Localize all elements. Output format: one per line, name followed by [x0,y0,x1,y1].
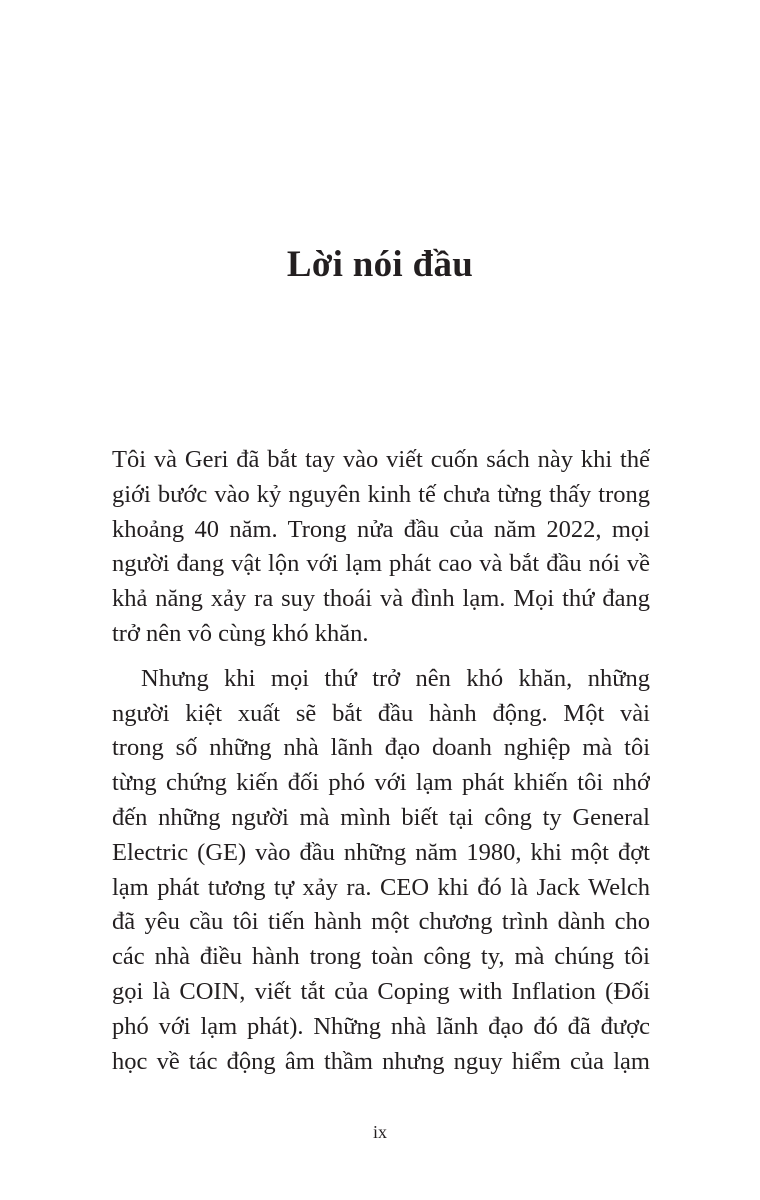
page-number: ix [372,1122,387,1142]
paragraph-2 [112,662,650,1080]
text-line: từng chứng kiến đối phó với lạm phát khiến tôi nhớ [112,769,650,797]
text-line: đến những người mà mình biết tại công ty General [112,803,650,831]
text-line: đã yêu cầu tôi tiến hành một chương trình dành cho [112,908,650,936]
text-line: Electric (GE) vào đầu những năm 1980, khi một đợt [112,838,650,866]
text-line: trở nên vô cùng khó khăn. [112,619,369,647]
text-line: người đang vật lộn với lạm phát cao và bắt đầu nói về [112,550,650,578]
chapter-heading: Lời nói đầu [286,244,474,285]
text-line: giới bước vào kỷ nguyên kinh tế chưa từng thấy trong [112,480,650,508]
text-line: học về tác động âm thầm nhưng nguy hiểm của lạm [112,1047,650,1075]
text-line: Tôi và Geri đã bắt tay vào viết cuốn sách này khi thế [112,446,650,473]
text-line: người kiệt xuất sẽ bắt đầu hành động. Một vài [112,699,650,727]
text-line: các nhà điều hành trong toàn công ty, mà chúng tôi [112,943,650,971]
text-line: khoảng 40 năm. Trong nửa đầu của năm 2022, mọi [112,515,650,543]
text-line: khả năng xảy ra suy thoái và đình lạm. Mọi thứ đang [112,585,650,613]
text-line: trong số những nhà lãnh đạo doanh nghiệp mà tôi [112,734,650,762]
body-text [112,443,650,1079]
text-line: gọi là COIN, viết tắt của Coping with Inflation (Đối [112,977,650,1005]
text-line: lạm phát tương tự xảy ra. CEO khi đó là Jack Welch [112,873,650,901]
paragraph-1 [112,443,650,652]
text-line: Nhưng khi mọi thứ trở nên khó khăn, những [141,664,650,692]
text-line: phó với lạm phát). Những nhà lãnh đạo đó đã được [112,1012,650,1040]
